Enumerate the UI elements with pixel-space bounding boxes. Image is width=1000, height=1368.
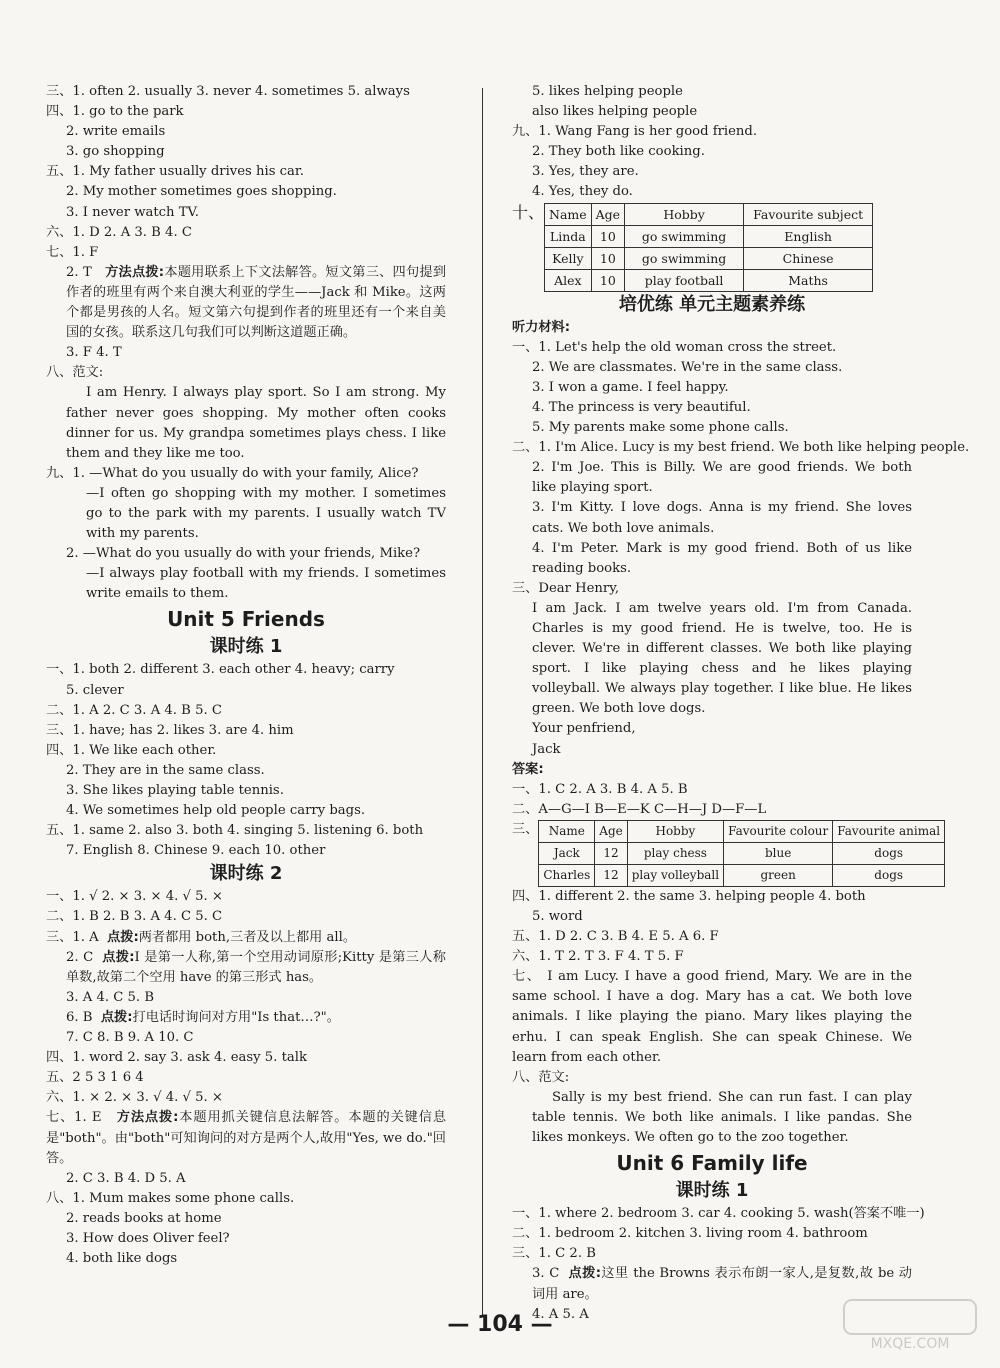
letter-signature: Jack [532,741,561,757]
answer-line: 2. They both like cooking. [532,144,705,160]
dialogue-answer: —I often go shopping with my mother. I sometimes go to the park with my parents. I usually watch TV with my parents. [86,485,446,542]
table-block [512,820,941,887]
answer-line: 3. How does Oliver feel? [66,1230,230,1246]
answer-line: also likes helping people [532,104,698,120]
left-column [46,82,446,1269]
table-cell: Linda [545,225,592,247]
lesson-heading: 课时练 1 [675,1180,749,1202]
answer-line: 八、1. Mum makes some phone calls. [46,1190,295,1206]
table-header: Name [545,203,592,225]
table-cell: Jack [539,842,595,864]
table-cell: Alex [545,269,592,291]
table-cell: blue [724,842,833,864]
table-row [545,225,873,247]
answer-label: 三、1. A [46,929,99,945]
answer-line: 五、2 5 3 1 6 4 [46,1070,144,1086]
unit-heading: Unit 5 Friends [167,607,325,632]
answer-line: 4. both like dogs [66,1251,178,1267]
explanation [46,1008,446,1028]
table-header: Favourite colour [724,820,833,842]
watermark-logo [840,1296,980,1354]
answer-line: 四、1. word 2. say 3. ask 4. easy 5. talk [46,1050,307,1066]
answer-line: 7. C 8. B 9. A 10. C [66,1030,194,1046]
answer-line: 二、1. I'm Alice. Lucy is my best friend. We both like helping people. [512,440,970,456]
model-essay: I am Henry. I always play sport. So I am strong. My father never goes shopping. My mother often cooks dinner for us. My grandpa sometimes plays chess. I like them and they like me too. [66,385,446,461]
explanation-text: 本题用抓关键信息法解答。本题的关键信息是"both"。由"both"可知询问的对方是两个人,故用"Yes, we do."回答。 [46,1110,447,1166]
answer-label: 3. C [532,1266,560,1282]
table-cell: dogs [833,842,945,864]
table-row [545,269,873,291]
answer-line: 3. I never watch TV. [66,204,199,220]
answer-line: 2. We are classmates. We're in the same class. [532,359,843,375]
table-cell: Chinese [744,247,873,269]
table-cell: go swimming [625,225,744,247]
table-row [545,247,873,269]
answer-line: 三、1. have; has 2. likes 3. are 4. him [46,722,294,738]
tip-label: 点拨: [107,929,139,945]
explanation-text: 本题用联系上下文法解答。短文第三、四句提到作者的班里有两个来自澳大利亚的学生——Jack 和 Mike。这两个都是男孩的人名。短文第六句提到作者的班里还有一个来自美国的女孩。联系这几句我们可以判断这道题正确。 [66,264,447,341]
answer-line: 三、1. C 2. B [512,1246,596,1262]
answer-line: 六、1. T 2. T 3. F 4. T 5. F [512,949,684,965]
table-block [512,203,912,292]
answer-line: 四、1. go to the park [46,104,184,120]
explanation-text: 这里 the Browns 表示布朗一家人,是复数,故 be 动词用 are。 [532,1266,912,1302]
answer-line: 二、1. bedroom 2. kitchen 3. living room 4. bathroom [512,1226,868,1242]
table-header: Hobby [627,820,723,842]
table-row [539,864,945,886]
section-label: 十、 [512,202,545,222]
answer-line: 三、1. often 2. usually 3. never 4. sometimes 5. always [46,84,410,99]
section-title: 听力材料: [512,319,571,335]
tip-label: 点拨: [102,949,135,965]
answer-line: 2. C 3. B 4. D 5. A [66,1170,186,1186]
table-header: Age [591,203,624,225]
lesson-heading: 课时练 2 [209,863,283,885]
table-header-row [545,203,873,225]
table-header: Favourite subject [744,203,873,225]
unit-heading: Unit 6 Family life [616,1151,808,1176]
answer-line: 二、1. A 2. C 3. A 4. B 5. C [46,702,222,718]
answer-line: 4. The princess is very beautiful. [532,399,751,415]
answer-line: 2. write emails [66,124,166,140]
section-title: 八、范文: [46,365,104,381]
explanation [46,928,446,948]
answer-line: 3. I'm Kitty. I love dogs. Anna is my friend. She loves cats. We both love animals. [532,500,912,536]
answer-label: 2. T [66,264,92,280]
method-tip-label: 方法点拨: [116,1110,179,1126]
answer-line: 4. I'm Peter. Mark is my good friend. Both of us like reading books. [532,540,912,576]
favourite-table [538,820,945,887]
answer-line: 4. A 5. A [532,1306,589,1322]
answer-line: 3. She likes playing table tennis. [66,783,284,798]
explanation-text: 打电话时询问对方用"Is that…?"。 [132,1009,340,1025]
answer-line: 四、1. different 2. the same 3. helping people 4. both [512,888,866,904]
answer-line: 2. They are in the same class. [66,762,265,778]
answer-line: 五、1. My father usually drives his car. [46,164,304,180]
answer-line: 3. Yes, they are. [532,164,639,180]
right-column [512,82,970,1325]
answer-line: 六、1. D 2. A 3. B 4. C [46,224,192,240]
table-cell: 10 [591,247,624,269]
answer-line: 4. We sometimes help old people carry bags. [66,803,366,819]
dialogue-question: 2. —What do you usually do with your friends, Mike? [66,546,421,562]
table-header: Hobby [625,203,744,225]
model-essay: Sally is my best friend. She can run fast. I can play table tennis. We both like animals. I like pandas. She likes monkeys. We often go to the zoo together. [532,1089,912,1146]
answer-line: 3. F 4. T [66,345,122,361]
table-cell: Maths [744,269,873,291]
explanation [46,1108,446,1168]
table-cell: dogs [833,864,945,886]
page-number: — 104 — [447,1312,553,1337]
explanation-text: I 是第一人称,第一个空用动词原形;Kitty 是第三人称单数,故第二个空用 have 的第三形式 has。 [66,949,446,985]
section-title: 答案: [512,761,544,777]
letter-body: I am Jack. I am twelve years old. I'm from Canada. Charles is my good friend. He is twelve, too. He is clever. We're in different classes. We both like playing sport. I like playing chess and he likes playing volleyball. We always play together. I like blue. He likes green. We both love dogs. [532,600,912,717]
answer-line: 五、1. D 2. C 3. B 4. E 5. A 6. F [512,929,719,945]
table-cell: 10 [591,225,624,247]
table-cell: play volleyball [627,864,723,886]
answer-line: 一、1. where 2. bedroom 3. car 4. cooking 5. wash(答案不唯一) [512,1206,925,1222]
answer-line: 2. My mother sometimes goes shopping. [66,184,337,200]
answer-line: 四、1. We like each other. [46,742,217,758]
answer-line: 2. I'm Joe. This is Billy. We are good friends. We both like playing sport. [532,460,912,496]
table-cell: English [744,225,873,247]
answer-paragraph: 七、 I am Lucy. I have a good friend, Mary. We are in the same school. I have a dog. Mary has a cat. We both love animals. I like playing the piano. Mary likes playing the erhu. I can speak English. She can speak Chinese. We learn from each other. [512,969,912,1065]
tip-label: 点拨: [568,1266,601,1282]
table-cell: Charles [539,864,595,886]
answer-line: 五、1. same 2. also 3. both 4. singing 5. listening 6. both [46,823,424,839]
answer-line: 六、1. × 2. × 3. √ 4. √ 5. × [46,1090,223,1106]
answer-line: 7. English 8. Chinese 9. each 10. other [66,843,326,859]
hobby-table [544,203,873,292]
answer-label: 6. B [66,1009,93,1025]
watermark-text: MXQE.COM [870,1336,950,1352]
table-cell: Kelly [545,247,592,269]
answer-line: 2. reads books at home [66,1210,222,1226]
answer-line: 5. word [532,909,583,924]
answer-line: 一、1. √ 2. × 3. × 4. √ 5. × [46,889,223,905]
table-row [539,842,945,864]
answer-line: 二、1. B 2. B 3. A 4. C 5. C [46,909,223,925]
table-cell: 12 [595,864,627,886]
tip-label: 点拨: [100,1009,133,1025]
section-title: 八、范文: [512,1069,570,1085]
section-label: 三、 [512,821,539,837]
answer-line: 3. I won a game. I feel happy. [532,379,729,395]
table-cell: play chess [627,842,723,864]
table-header: Age [595,820,627,842]
table-header: Favourite animal [833,820,945,842]
answer-line: 4. Yes, they do. [532,184,633,200]
table-cell: play football [625,269,744,291]
dialogue-answer: —I always play football with my friends. I sometimes write emails to them. [86,566,446,602]
explanation-text: 两者都用 both,三者及以上都用 all。 [138,929,357,945]
answer-line: 5. likes helping people [532,84,683,99]
explanation [46,948,446,988]
answer-line: 二、A—G—I B—E—K C—H—J D—F—L [512,801,767,817]
table-cell: green [724,864,833,886]
answer-line: 一、1. C 2. A 3. B 4. A 5. B [512,781,688,797]
practice-heading: 培优练 单元主题素养练 [618,293,806,315]
dialogue-question: 九、1. —What do you usually do with your family, Alice? [46,465,419,481]
answer-line: 七、1. F [46,244,99,260]
letter-closing: Your penfriend, [532,721,636,737]
column-divider [482,88,483,1316]
answer-line: 5. clever [66,682,124,698]
answer-line: 一、1. both 2. different 3. each other 4. heavy; carry [46,662,395,678]
table-cell: go swimming [625,247,744,269]
answer-line: 5. My parents make some phone calls. [532,420,789,436]
answer-line: 九、1. Wang Fang is her good friend. [512,124,758,140]
answer-label: 2. C [66,949,94,965]
explanation [46,263,446,343]
table-cell: 10 [591,269,624,291]
table-cell: 12 [595,842,627,864]
answer-label: 七、1. E [46,1110,102,1126]
table-header-row [539,820,945,842]
lesson-heading: 课时练 1 [209,636,283,658]
table-header: Name [539,820,595,842]
answer-line: 3. A 4. C 5. B [66,989,155,1005]
answer-line: 3. go shopping [66,144,165,160]
answer-line: 一、1. Let's help the old woman cross the street. [512,339,837,355]
method-tip-label: 方法点拨: [105,264,165,280]
letter-greeting: 三、Dear Henry, [512,580,620,596]
